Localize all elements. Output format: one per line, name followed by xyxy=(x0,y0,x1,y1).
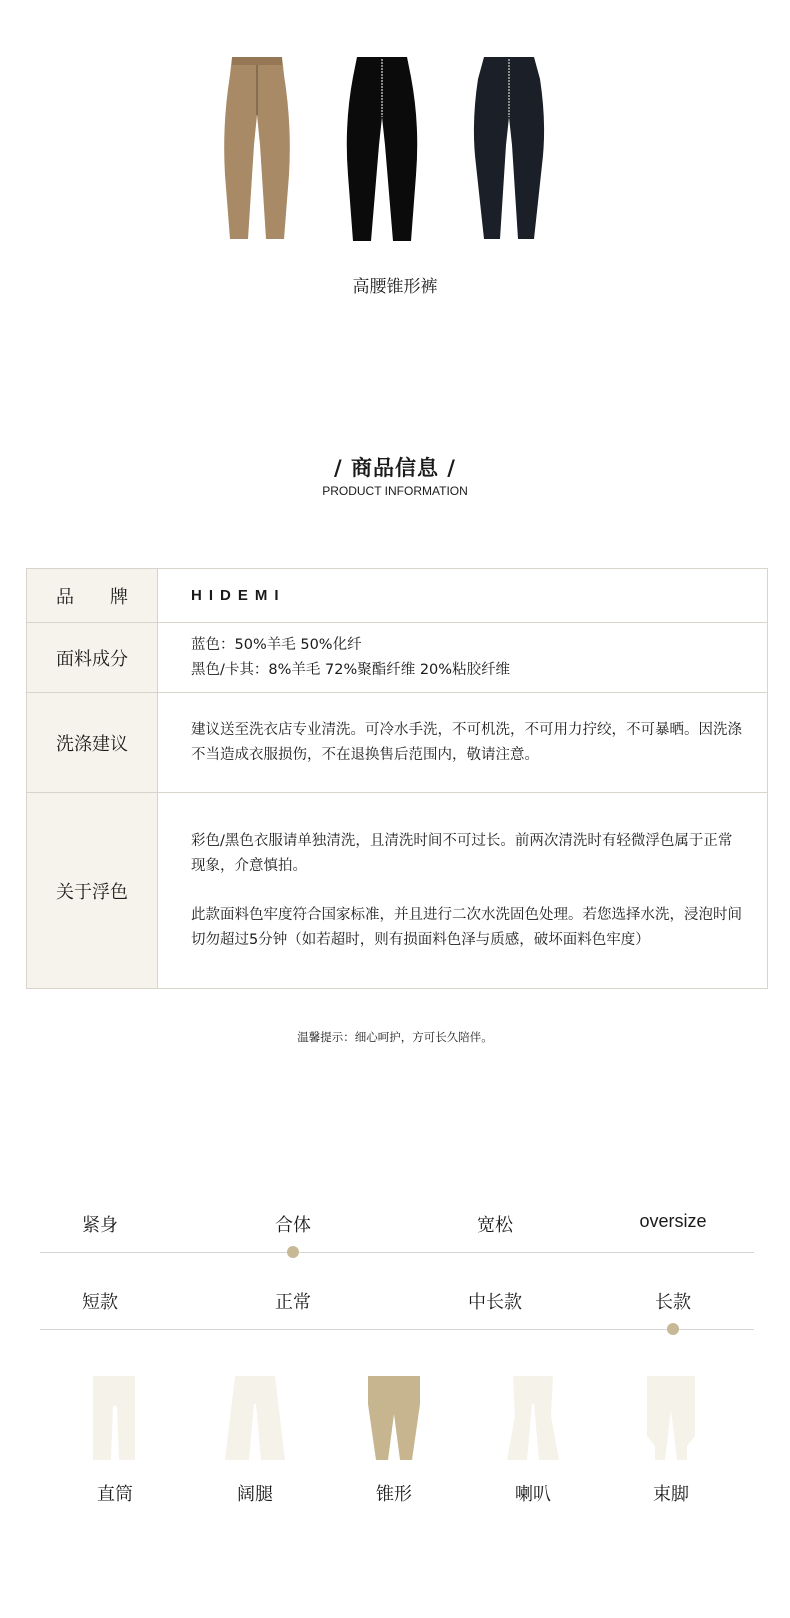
fabric-label: 面料成分 xyxy=(27,623,158,693)
product-caption: 高腰锥形裤 xyxy=(352,277,438,297)
khaki-pants-image xyxy=(220,55,294,245)
fit-selected-dot xyxy=(287,1246,299,1258)
wash-row xyxy=(27,693,768,793)
silhouette-label-flare: 喇叭 xyxy=(515,1484,551,1505)
fabric-value xyxy=(158,623,768,693)
flare-silhouette-icon xyxy=(503,1376,563,1460)
length-option-long: 长款 xyxy=(655,1292,691,1313)
product-info-table xyxy=(26,568,768,989)
fabric-line-black-khaki: 黑色/卡其：8%羊毛 72%聚酯纤维 20%粘胶纤维 xyxy=(191,661,511,678)
silhouette-label-straight: 直筒 xyxy=(97,1484,133,1505)
silhouette-label-tapered: 锥形 xyxy=(376,1484,412,1505)
black-pants-image xyxy=(345,55,419,245)
brand-name: HIDEMI xyxy=(191,586,286,604)
jogger-silhouette-icon xyxy=(641,1376,701,1460)
fit-option-regular: 合体 xyxy=(275,1215,311,1236)
fabric-line-blue: 蓝色：50%羊毛 50%化纤 xyxy=(191,636,362,653)
fade-paragraph-1: 彩色/黑色衣服请单独清洗，且清洗时间不可过长。前两次清洗时有轻微浮色属于正常现象，介意慎拍。 xyxy=(191,832,733,874)
straight-leg-silhouette-icon xyxy=(85,1376,145,1460)
care-tip: 温馨提示：细心呵护，方可长久陪伴。 xyxy=(297,1030,493,1044)
tapered-silhouette-icon xyxy=(364,1376,424,1460)
fade-label: 关于浮色 xyxy=(27,793,158,989)
fit-option-oversize: oversize xyxy=(639,1211,707,1231)
length-option-short: 短款 xyxy=(82,1292,118,1313)
length-scale-line xyxy=(40,1329,754,1330)
fit-scale-line xyxy=(40,1252,754,1253)
fade-row xyxy=(27,793,768,989)
brand-value xyxy=(158,569,768,623)
silhouette-label-jogger: 束脚 xyxy=(653,1484,689,1505)
fit-option-tight: 紧身 xyxy=(82,1215,118,1236)
wash-label: 洗涤建议 xyxy=(27,693,158,793)
wide-leg-silhouette-icon xyxy=(225,1376,285,1460)
fade-paragraph-2: 此款面料色牢度符合国家标准，并且进行二次水洗固色处理。若您选择水洗，浸泡时间切勿超过5分钟（如若超时，则有损面料色泽与质感，破坏面料色牢度） xyxy=(191,906,742,948)
brand-label: 品 牌 xyxy=(27,569,158,623)
navy-pants-image xyxy=(472,55,546,245)
wash-value: 建议送至洗衣店专业清洗。可冷水手洗，不可机洗，不可用力拧绞，不可暴晒。因洗涤不当造成衣服损伤，不在退换售后范围内，敬请注意。 xyxy=(158,693,768,793)
length-option-normal: 正常 xyxy=(275,1292,311,1313)
length-option-midlong: 中长款 xyxy=(468,1292,522,1313)
brand-row xyxy=(27,569,768,623)
section-title: / 商品信息 / xyxy=(334,456,456,480)
section-subtitle: PRODUCT INFORMATION xyxy=(322,484,468,498)
fabric-row xyxy=(27,623,768,693)
length-selected-dot xyxy=(667,1323,679,1335)
fade-value xyxy=(158,793,768,989)
fit-option-loose: 宽松 xyxy=(477,1215,513,1236)
silhouette-label-wide: 阔腿 xyxy=(237,1484,273,1505)
